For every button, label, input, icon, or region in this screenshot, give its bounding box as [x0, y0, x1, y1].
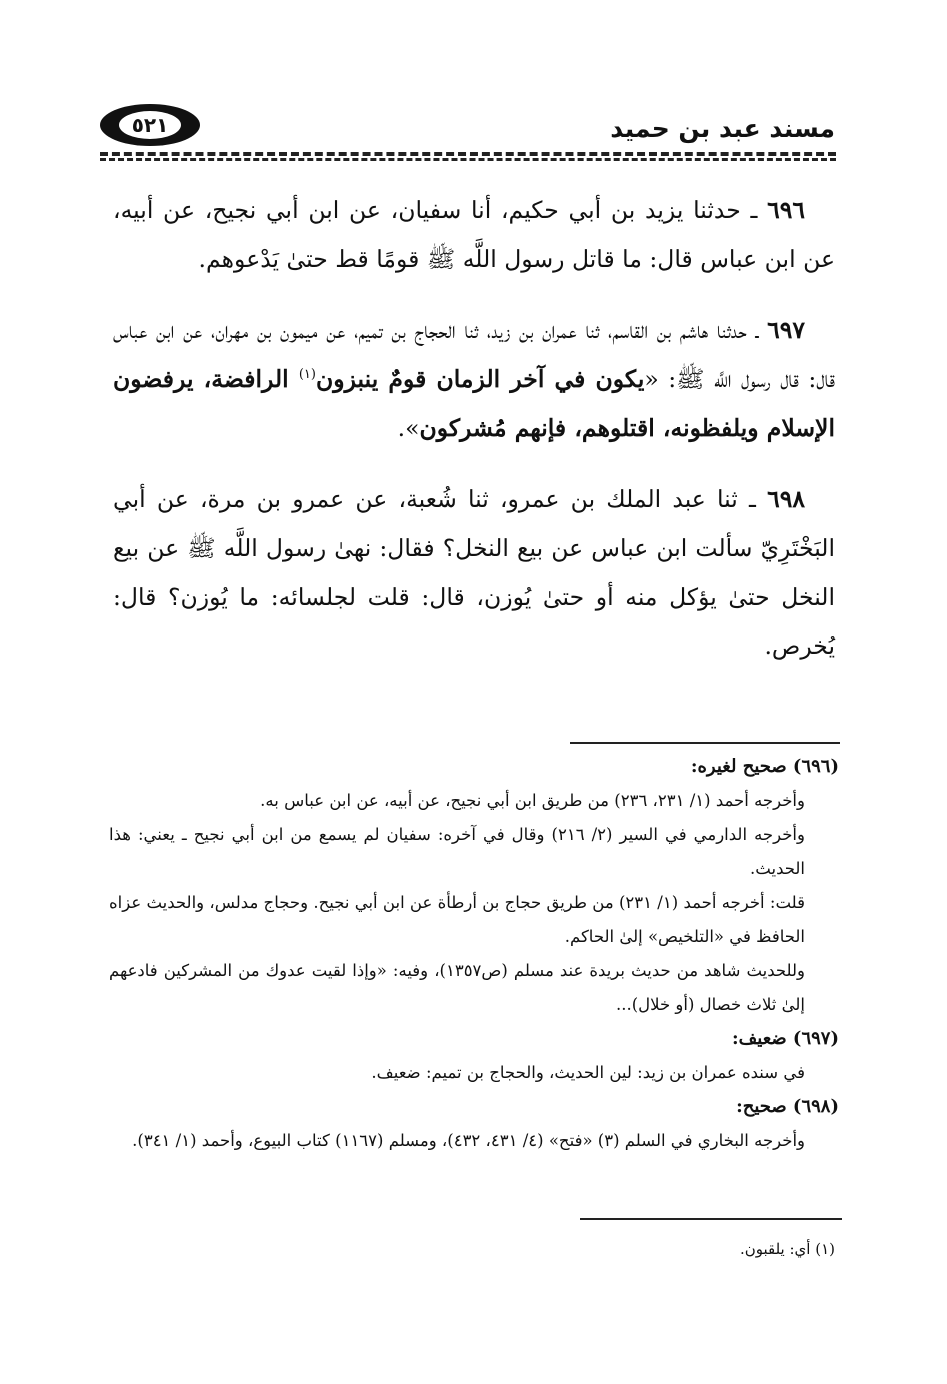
note-heading: (٦٩٨) صحيح: [736, 1096, 839, 1117]
hadith-text-end: ». [397, 414, 420, 442]
notes-divider [570, 742, 840, 744]
note-line: في سنده عمران بن زيد: لين الحديث، والحجاج بن تميم: ضعيف. [371, 1063, 805, 1082]
hadith-text: ـ ثنا عبد الملك بن عمرو، ثنا شُعبة، عن عمرو بن مرة، عن أبي البَخْتَرِيّ سألت ابن عباس عن بيع النخل؟ فقال: نهىٰ رسول اللَّه ﷺ عن بيع النخل حتىٰ يؤكل منه أو حتىٰ يُوزن، قال: قلت لجلسائه: ما يُوزن؟ قال: يُخرص. [113, 485, 835, 660]
hadith-quote: يكون في آخر الزمان قومٌ ينبزون [315, 365, 645, 393]
header-divider-lower [100, 158, 836, 161]
header-divider [100, 152, 836, 156]
footnote-divider [580, 1218, 842, 1220]
footnote: (١) أي: يلقبون. [739, 1240, 835, 1258]
hadith-696 [113, 186, 835, 284]
hadith-number: ٦٩٨ [767, 485, 805, 513]
footnote-marker[interactable]: (١) [298, 367, 316, 383]
note-heading: (٦٩٧) ضعيف: [731, 1028, 839, 1049]
hadith-number: ٦٩٧ [767, 316, 805, 344]
page-number: ٥٢١ [119, 111, 181, 139]
hadith-number: ٦٩٦ [767, 196, 805, 224]
hadith-697 [113, 306, 835, 453]
note-line: وللحديث شاهد من حديث بريدة عند مسلم (ص١٣٥٧)، وفيه: «وإذا لقيت عدوك من المشركين فادعهم إلىٰ ثلاث خصال (أو خلال)... [109, 961, 806, 1014]
hadith-quote-continued: الرافضة، يرفضون الإسلام ويلفظونه، اقتلوهم، فإنهم مُشركون [113, 365, 835, 442]
takhrij-notes [109, 750, 839, 1158]
running-title: مسند عبد بن حميد [610, 114, 835, 143]
note-line: وأخرجه الدارمي في السير (٢/ ٢١٦) وقال في آخره: سفيان لم يسمع من ابن أبي نجيح ـ يعني: هذا الحديث. [109, 825, 805, 878]
hadith-text: ـ حدثنا هاشم بن القاسم، ثنا عمران بن زيد، ثنا الحجاج بن تميم، عن ميمون بن مهران، عن ابن عباس قال: قال رسول اللَّه ﷺ: « [113, 316, 835, 393]
note-line: وأخرجه البخاري في السلم (٣) «فتح» (٤/ ٤٣١، ٤٣٢)، ومسلم (١١٦٧) كتاب البيوع، وأحمد (١/ ٣٤١). [132, 1131, 805, 1150]
hadith-698 [113, 475, 835, 671]
note-heading: (٦٩٦) صحيح لغيره: [690, 756, 839, 777]
page-number-badge [100, 104, 200, 146]
main-text [113, 186, 835, 693]
hadith-text: ـ حدثنا يزيد بن أبي حكيم، أنا سفيان، عن ابن أبي نجيح، عن أبيه، عن ابن عباس قال: ما قاتل رسول اللَّه ﷺ قومًا قط حتىٰ يَدْعوهم. [113, 196, 835, 273]
note-line: وأخرجه أحمد (١/ ٢٣١، ٢٣٦) من طريق ابن أبي نجيح، عن أبيه، عن ابن عباس به. [260, 791, 805, 810]
note-line: قلت: أخرجه أحمد (١/ ٢٣١) من طريق حجاج بن أرطأة عن ابن أبي نجيح. وحجاج مدلس، والحديث عزاه الحافظ في «التلخيص» إلىٰ الحاكم. [109, 893, 806, 946]
